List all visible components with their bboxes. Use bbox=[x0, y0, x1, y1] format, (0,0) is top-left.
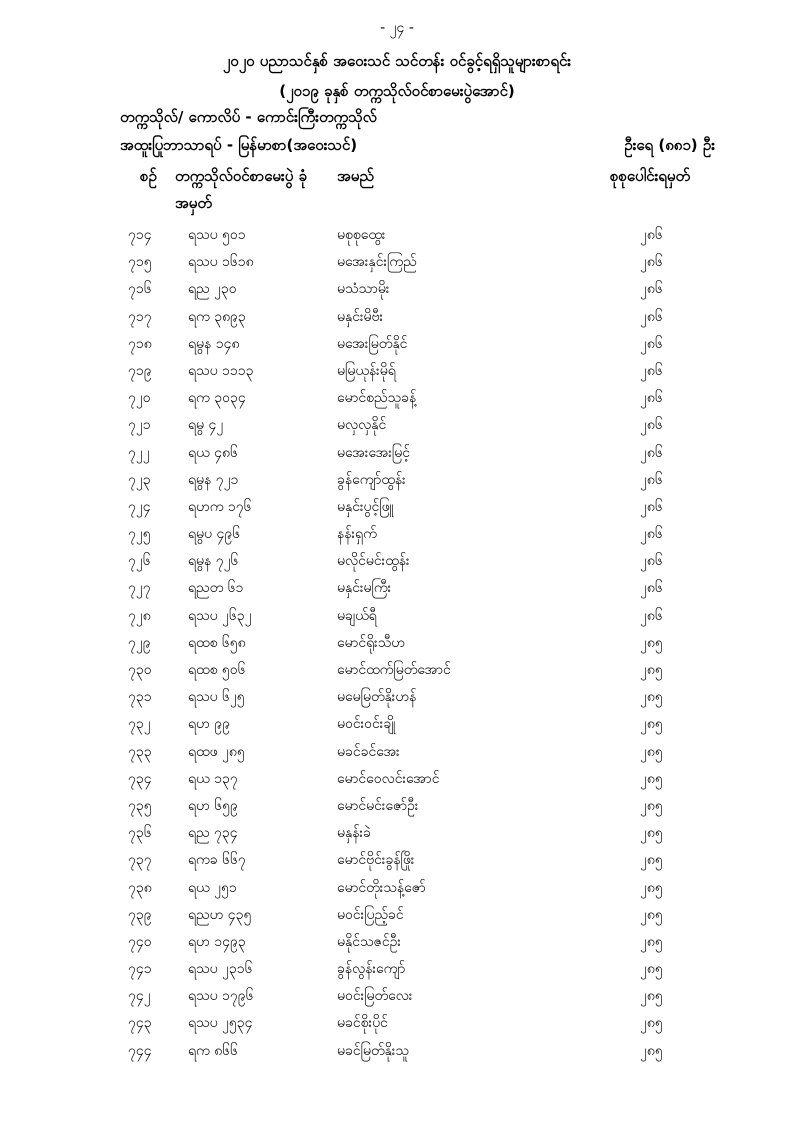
row-serial: ၇၃၃ bbox=[128, 743, 152, 760]
row-exam-no: ရမွပ ၄၉၆ bbox=[188, 526, 241, 543]
row-serial: ၇၁၅ bbox=[128, 254, 152, 271]
row-exam-no: ရက ၃၈၉၃ bbox=[188, 308, 246, 325]
row-marks: ၂၈၅ bbox=[640, 1042, 663, 1059]
row-marks: ၂၈၅ bbox=[640, 933, 663, 950]
row-exam-no: ရမွ ၄၂ bbox=[188, 417, 224, 434]
table-row bbox=[0, 548, 794, 575]
row-marks: ၂၈၅ bbox=[640, 825, 663, 842]
row-exam-no: ရထစ ၅၀၆ bbox=[188, 662, 246, 678]
row-exam-no: ရထစ ၆၅၈ bbox=[188, 634, 246, 651]
row-serial: ၇၃၇ bbox=[128, 852, 152, 869]
row-serial: ၇၃၉ bbox=[128, 906, 152, 923]
results-table bbox=[0, 222, 794, 1065]
row-exam-no: ရက ၈၆၆ bbox=[188, 1042, 238, 1059]
table-row bbox=[0, 657, 794, 684]
table-row bbox=[0, 929, 794, 956]
row-exam-no: ရည ၇၃၄ bbox=[188, 825, 238, 842]
row-name: မအေးနှင်းကြည် bbox=[337, 254, 417, 271]
row-serial: ၇၂၉ bbox=[128, 634, 151, 651]
row-name: မခင်ခင်အေး bbox=[337, 743, 400, 760]
row-exam-no: ရသပ ၁၆၁၈ bbox=[188, 254, 254, 271]
row-serial: ၇၂၄ bbox=[128, 498, 151, 515]
row-marks: ၂၈၆ bbox=[640, 417, 663, 434]
row-serial: ၇၄၂ bbox=[128, 988, 151, 1005]
row-marks: ၂၈၅ bbox=[640, 743, 663, 760]
row-name: မခင်စိုးပိုင် bbox=[337, 1015, 388, 1032]
row-name: မစုစုထွေး bbox=[337, 227, 386, 243]
row-marks: ၂၈၅ bbox=[640, 988, 663, 1005]
row-marks: ၂၈၆ bbox=[640, 553, 663, 570]
document-subtitle: (၂၀၁၉ ခုနှစ် တက္ကသိုလ်ဝင်စာမေးပွဲအောင်) bbox=[279, 82, 515, 100]
table-row bbox=[0, 1010, 794, 1037]
row-name: မအေးမြတ်နိုင် bbox=[337, 335, 408, 352]
table-row bbox=[0, 331, 794, 358]
column-header-name: အမည် bbox=[337, 167, 374, 185]
row-marks: ၂၈၆ bbox=[640, 362, 663, 379]
row-marks: ၂၈၅ bbox=[640, 1015, 663, 1032]
row-name: မချယ်ရီ bbox=[337, 607, 377, 624]
row-name: မနှင်းပွင့်ဖြူ bbox=[337, 498, 394, 515]
table-row bbox=[0, 847, 794, 874]
row-serial: ၇၁၇ bbox=[128, 308, 152, 325]
row-exam-no: ရထဖ ၂၈၅ bbox=[188, 743, 245, 760]
row-name: မောင်ရိုးသီဟ bbox=[337, 634, 405, 651]
table-row bbox=[0, 983, 794, 1010]
table-row bbox=[0, 575, 794, 602]
row-name: ခွန်ကျော်ထွန်း bbox=[337, 471, 406, 488]
table-row bbox=[0, 793, 794, 820]
table-row bbox=[0, 1038, 794, 1065]
row-serial: ၇၂၇ bbox=[128, 580, 151, 597]
row-exam-no: ရညတ ၆၁ bbox=[188, 580, 244, 597]
row-marks: ၂၈၅ bbox=[640, 906, 663, 923]
table-row bbox=[0, 875, 794, 902]
row-exam-no: ရသပ ၂၆၃၂ bbox=[188, 607, 252, 624]
row-serial: ၇၃၂ bbox=[128, 716, 151, 733]
table-row bbox=[0, 385, 794, 412]
row-name: မဝင်းဝင်းချို bbox=[337, 716, 396, 733]
row-marks: ၂၈၆ bbox=[640, 471, 663, 488]
row-exam-no: ရသပ ၁၇၉၆ bbox=[188, 988, 254, 1005]
row-marks: ၂၈၅ bbox=[640, 797, 663, 814]
row-marks: ၂၈၆ bbox=[640, 227, 663, 243]
row-name: မောင်ဝေလင်းအောင် bbox=[337, 770, 440, 787]
row-marks: ၂၈၅ bbox=[640, 961, 663, 978]
row-serial: ၇၃၈ bbox=[128, 879, 152, 896]
row-serial: ၇၁၉ bbox=[128, 362, 152, 379]
row-name: မောင်မင်းဇော်ဦး bbox=[337, 797, 419, 814]
row-serial: ၇၁၆ bbox=[128, 281, 152, 298]
row-marks: ၂၈၆ bbox=[640, 308, 663, 325]
row-exam-no: ရကခ ၆၆၇ bbox=[188, 852, 246, 869]
row-name: မောင်ဗိုင်းခွန်ဖြိုး bbox=[337, 852, 415, 869]
row-marks: ၂၈၅ bbox=[640, 879, 663, 896]
row-marks: ၂၈၅ bbox=[640, 689, 663, 706]
row-exam-no: ရညဟ ၄၃၅ bbox=[188, 906, 252, 923]
row-serial: ၇၂၆ bbox=[128, 553, 151, 570]
row-marks: ၂၈၆ bbox=[640, 444, 663, 461]
table-row bbox=[0, 249, 794, 276]
row-serial: ၇၁၄ bbox=[128, 227, 152, 243]
table-row bbox=[0, 630, 794, 657]
row-exam-no: ရယ ၂၅၁ bbox=[188, 879, 237, 896]
table-row bbox=[0, 412, 794, 439]
row-marks: ၂၈၆ bbox=[640, 390, 663, 407]
row-serial: ၇၄၀ bbox=[128, 933, 152, 950]
column-header-serial: စဉ် bbox=[140, 167, 157, 185]
table-row bbox=[0, 739, 794, 766]
row-name: မောင်တိုးသန့်ဇော် bbox=[337, 879, 426, 896]
row-serial: ၇၄၁ bbox=[128, 961, 152, 978]
row-exam-no: ရမွန ၇၂၁ bbox=[188, 471, 239, 488]
row-serial: ၇၂၅ bbox=[128, 526, 151, 543]
university-line: တက္ကသိုလ်/ ကောလိပ် - ကောင်းကြီးတက္ကသိုလ် bbox=[120, 108, 377, 126]
row-serial: ၇၂၈ bbox=[128, 607, 151, 624]
table-row bbox=[0, 820, 794, 847]
major-label: အထူးပြုဘာသာရပ် - မြန်မာစာ(အဝေးသင်) bbox=[120, 136, 358, 154]
row-marks: ၂၈၆ bbox=[640, 498, 663, 515]
row-exam-no: ရသပ ၂၅၃၄ bbox=[188, 1015, 253, 1032]
row-serial: ၇၃၀ bbox=[128, 662, 152, 678]
row-exam-no: ရဟက ၁၇၆ bbox=[188, 498, 252, 515]
row-exam-no: ရယ ၄၈၆ bbox=[188, 444, 238, 461]
row-name: မဝင်းပြည့်ခင် bbox=[337, 906, 404, 923]
row-marks: ၂၈၆ bbox=[640, 281, 663, 298]
row-serial: ၇၂၀ bbox=[128, 390, 151, 407]
row-serial: ၇၂၂ bbox=[128, 444, 150, 461]
quota-label: ဦးရေ (၈၈၁) ဦး bbox=[624, 136, 715, 154]
row-exam-no: ရက ၃၀၃၄ bbox=[188, 390, 246, 407]
table-row bbox=[0, 494, 794, 521]
row-name: မောင်ထက်မြတ်အောင် bbox=[337, 662, 451, 678]
row-name: မနိုင်သဇင်ဦး bbox=[337, 933, 401, 950]
row-serial: ၇၂၁ bbox=[128, 417, 151, 434]
row-marks: ၂၈၆ bbox=[640, 526, 663, 543]
row-name: နန်းရှက် bbox=[337, 526, 377, 543]
table-row bbox=[0, 711, 794, 738]
row-marks: ၂၈၆ bbox=[640, 580, 663, 597]
row-name: မမေမြတ်နိုးဟန် bbox=[337, 689, 417, 706]
row-serial: ၇၄၃ bbox=[128, 1015, 152, 1032]
row-name: မဝင်းမြတ်လေး bbox=[337, 988, 413, 1005]
page-number: - ၂၄ - bbox=[380, 20, 414, 36]
row-name: မနှင်းမိဗီး bbox=[337, 308, 384, 325]
row-marks: ၂၈၆ bbox=[640, 607, 663, 624]
table-row bbox=[0, 276, 794, 303]
row-exam-no: ရမွန ၇၂၆ bbox=[188, 553, 239, 570]
table-row bbox=[0, 304, 794, 331]
table-row bbox=[0, 956, 794, 983]
document-title: ၂၀၂၀ ပညာသင်နှစ် အဝေးသင် သင်တန်း ဝင်ခွင့်ရရှိသူများစာရင်း bbox=[222, 52, 572, 70]
row-serial: ၇၃၄ bbox=[128, 770, 152, 787]
row-name: မနှန်းခဲ bbox=[337, 825, 371, 842]
row-marks: ၂၈၅ bbox=[640, 770, 663, 787]
row-exam-no: ရသပ ၂၃၁၆ bbox=[188, 961, 253, 978]
row-name: မခင်မြတ်နိုးသူ bbox=[337, 1042, 409, 1059]
row-exam-no: ရသပ ၅၀၁ bbox=[188, 227, 246, 243]
row-serial: ၇၂၃ bbox=[128, 471, 151, 488]
row-exam-no: ရသပ ၁၁၁၃ bbox=[188, 362, 254, 379]
row-exam-no: ရမွန ၁၄၈ bbox=[188, 335, 240, 352]
row-marks: ၂၈၆ bbox=[640, 254, 663, 271]
table-row bbox=[0, 603, 794, 630]
row-exam-no: ရသပ ၆၂၅ bbox=[188, 689, 245, 706]
row-exam-no: ရယ ၁၃၇ bbox=[188, 770, 238, 787]
row-serial: ၇၃၆ bbox=[128, 825, 152, 842]
row-name: မောင်စည်သူခန့် bbox=[337, 390, 417, 407]
row-serial: ၇၃၁ bbox=[128, 689, 152, 706]
row-exam-no: ရည ၂၃၀ bbox=[188, 281, 237, 298]
row-name: မနှင်းမကြီး bbox=[337, 580, 392, 597]
table-row bbox=[0, 358, 794, 385]
table-row bbox=[0, 521, 794, 548]
table-row bbox=[0, 766, 794, 793]
table-row bbox=[0, 902, 794, 929]
column-header-exam-no: တက္ကသိုလ်ဝင်စာမေးပွဲ ခုံအမှတ် bbox=[175, 167, 307, 212]
row-name: ခွန်လွန်းကျော် bbox=[337, 961, 406, 978]
row-exam-no: ရဟ ၆၅၉ bbox=[188, 797, 238, 814]
row-name: မလှလှနိုင် bbox=[337, 417, 387, 434]
row-name: မသံသာမိုး bbox=[337, 281, 390, 298]
row-name: မလိုင်မင်းထွန်း bbox=[337, 553, 410, 570]
row-serial: ၇၄၄ bbox=[128, 1042, 152, 1059]
row-serial: ၇၃၅ bbox=[128, 797, 152, 814]
row-exam-no: ရဟ ၉၉ bbox=[188, 716, 230, 733]
row-name: မမြယုန်းမိုရ် bbox=[337, 362, 396, 379]
row-name: မအေးအေးမြင့် bbox=[337, 444, 411, 461]
table-row bbox=[0, 467, 794, 494]
column-header-marks: စုစုပေါင်းရမှတ် bbox=[610, 167, 691, 185]
row-marks: ၂၈၅ bbox=[640, 662, 663, 678]
row-exam-no: ရဟ ၁၄၉၃ bbox=[188, 933, 246, 950]
row-marks: ၂၈၆ bbox=[640, 335, 663, 352]
table-row bbox=[0, 222, 794, 249]
row-marks: ၂၈၅ bbox=[640, 716, 663, 733]
table-row bbox=[0, 684, 794, 711]
row-marks: ၂၈၅ bbox=[640, 852, 663, 869]
table-row bbox=[0, 440, 794, 467]
row-serial: ၇၁၈ bbox=[128, 335, 152, 352]
row-marks: ၂၈၅ bbox=[640, 634, 663, 651]
